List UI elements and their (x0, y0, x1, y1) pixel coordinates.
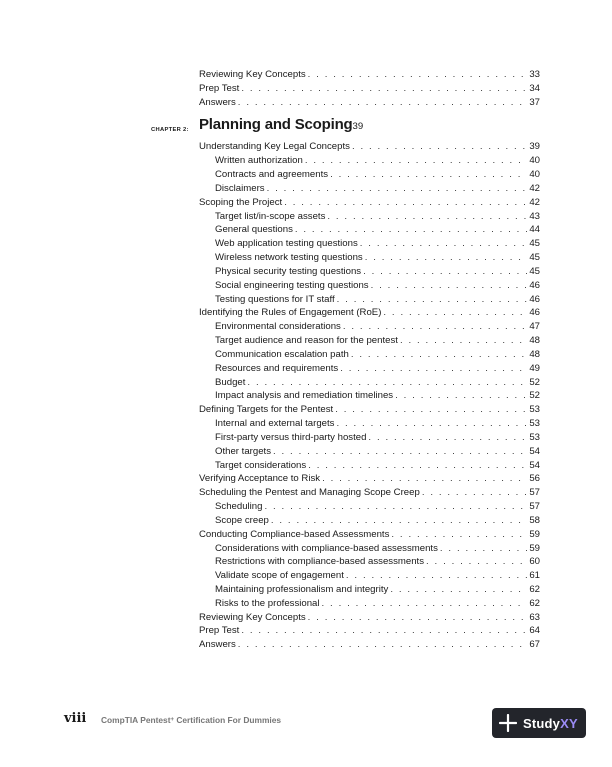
dot-leader (273, 445, 527, 459)
dot-leader (264, 500, 527, 514)
toc-entry-title: Other targets (215, 445, 271, 457)
toc-entry[interactable] (199, 389, 540, 403)
toc-entry-title: Target audience and reason for the pentest (215, 335, 398, 347)
toc-entry-title: First-party versus third-party hosted (215, 431, 367, 443)
toc-entry-page-number: 48 (529, 335, 540, 347)
toc-entry-page-number: 34 (529, 82, 540, 94)
plus-icon (499, 714, 517, 732)
toc-entry[interactable] (199, 597, 540, 611)
toc-entry-page-number: 37 (529, 96, 540, 108)
toc-entry-title: General questions (215, 224, 293, 236)
book-title-main: CompTIA Pentest (101, 715, 171, 725)
chapter-title[interactable]: Planning and Scoping (199, 116, 353, 134)
toc-entry-page-number: 64 (529, 625, 540, 637)
toc-entry[interactable] (199, 68, 540, 82)
dot-leader (371, 279, 528, 293)
dot-leader (336, 417, 527, 431)
toc-entry-page-number: 67 (529, 639, 540, 651)
toc-entry-title: Disclaimers (215, 182, 265, 194)
toc-entry-page-number: 53 (529, 418, 540, 430)
toc-entry-title: Contracts and agreements (215, 169, 329, 181)
dot-leader (360, 237, 528, 251)
toc-entry-title: Defining Targets for the Pentest (199, 404, 334, 416)
dot-leader (351, 348, 527, 362)
toc-entry[interactable] (199, 583, 540, 597)
toc-entry-page-number: 54 (529, 459, 540, 471)
toc-entry-page-number: 54 (529, 445, 540, 457)
toc-entry[interactable] (199, 210, 540, 224)
dot-leader (295, 223, 527, 237)
toc-entry-title: Risks to the professional (215, 597, 320, 609)
dot-leader (422, 486, 528, 500)
toc-entry-title: Identifying the Rules of Engagement (RoE) (199, 307, 382, 319)
dot-leader (238, 96, 528, 110)
dot-leader (383, 306, 527, 320)
toc-entry[interactable] (199, 569, 540, 583)
dot-leader (395, 389, 527, 403)
toc-entry-page-number: 59 (529, 528, 540, 540)
dot-leader (340, 362, 527, 376)
dot-leader (327, 210, 527, 224)
toc-entry-title: Restrictions with compliance-based assessments (215, 556, 425, 568)
toc-entry-title: Physical security testing questions (215, 265, 362, 277)
toc-entry-page-number: 45 (529, 265, 540, 277)
toc-entry-title: Scheduling the Pentest and Managing Scope Creep (199, 487, 420, 499)
dot-leader (365, 251, 528, 265)
toc-entry[interactable] (199, 403, 540, 417)
toc-entry-page-number: 63 (529, 611, 540, 623)
toc-entry[interactable] (199, 514, 540, 528)
toc-entry[interactable] (199, 542, 540, 556)
toc-entry[interactable] (199, 279, 540, 293)
brand-study: Study (523, 715, 561, 731)
chapter-heading[interactable] (151, 116, 540, 138)
toc-entry-page-number: 60 (529, 556, 540, 568)
dot-leader (343, 320, 527, 334)
brand-xy: XY (560, 715, 578, 731)
toc-entry-page-number: 42 (529, 182, 540, 194)
dot-leader (271, 514, 527, 528)
toc-entry-title: Considerations with compliance-based assessments (215, 542, 438, 554)
toc-entry-title: Social engineering testing questions (215, 279, 369, 291)
toc-entry-title: Internal and external targets (215, 418, 335, 430)
book-title-plus: + (170, 717, 175, 723)
dot-leader (308, 459, 527, 473)
dot-leader (308, 611, 528, 625)
toc-entry-title: Testing questions for IT staff (215, 293, 335, 305)
dot-leader (241, 624, 527, 638)
dot-leader (284, 196, 527, 210)
toc-entry[interactable] (199, 638, 540, 652)
toc-entry[interactable] (199, 334, 540, 348)
toc-entry-title: Environmental considerations (215, 321, 341, 333)
dot-leader (308, 68, 528, 82)
dot-leader (440, 542, 527, 556)
toc-entry-page-number: 57 (529, 487, 540, 499)
toc-entry-page-number: 46 (529, 279, 540, 291)
toc-entry-title: Target list/in-scope assets (215, 210, 326, 222)
dot-leader (390, 583, 527, 597)
studyxy-badge[interactable] (492, 708, 586, 738)
dot-leader (391, 528, 527, 542)
toc-entry[interactable] (199, 140, 540, 154)
toc-entry-page-number: 58 (529, 514, 540, 526)
toc-entry[interactable] (199, 362, 540, 376)
toc-entry[interactable] (199, 82, 540, 96)
toc-entry-title: Budget (215, 376, 246, 388)
toc-entry-title: Wireless network testing questions (215, 252, 363, 264)
toc-entry[interactable] (199, 251, 540, 265)
toc-entry-title: Communication escalation path (215, 348, 349, 360)
toc-entry[interactable] (199, 168, 540, 182)
dot-leader (352, 140, 527, 154)
toc-entry-title: Verifying Acceptance to Risk (199, 473, 321, 485)
toc-entry-title: Reviewing Key Concepts (199, 69, 306, 80)
book-title (101, 715, 281, 725)
toc-entry[interactable] (199, 376, 540, 390)
toc-entry[interactable] (199, 320, 540, 334)
toc-entry-title: Resources and requirements (215, 362, 339, 374)
dot-leader (305, 154, 528, 168)
book-title-rest: Certification For Dummies (174, 715, 282, 725)
dot-leader (322, 597, 528, 611)
toc-entry-title: Conducting Compliance-based Assessments (199, 528, 390, 540)
toc-entry-page-number: 48 (529, 348, 540, 360)
toc-entry-title: Impact analysis and remediation timelines (215, 390, 394, 402)
toc-entry-page-number: 40 (529, 169, 540, 181)
toc-entry[interactable] (199, 445, 540, 459)
toc-entry-page-number: 49 (529, 362, 540, 374)
toc-entry-title: Scope creep (215, 514, 269, 526)
toc-entry-page-number: 46 (529, 293, 540, 305)
toc-entry[interactable] (199, 472, 540, 486)
toc-entry[interactable] (199, 459, 540, 473)
toc-entry-title: Understanding Key Legal Concepts (199, 141, 350, 153)
toc-entries (199, 140, 540, 652)
toc-entry[interactable] (199, 265, 540, 279)
toc-entry[interactable] (199, 182, 540, 196)
toc-entry[interactable] (199, 96, 540, 110)
toc-entry-page-number: 45 (529, 238, 540, 250)
toc-entry-page-number: 62 (529, 583, 540, 595)
dot-leader (337, 293, 528, 307)
toc-entry[interactable] (199, 417, 540, 431)
toc-entry-page-number: 33 (529, 69, 540, 80)
studyxy-logo-text (523, 716, 578, 731)
toc-entry-page-number: 53 (529, 431, 540, 443)
toc-entry[interactable] (199, 528, 540, 542)
toc-entry-title: Scheduling (215, 501, 263, 513)
toc-entry[interactable] (199, 500, 540, 514)
dot-leader (330, 168, 527, 182)
toc-entry-page-number: 39 (529, 141, 540, 153)
page-footer (0, 708, 612, 748)
toc-entry[interactable] (199, 486, 540, 500)
toc-entry-page-number: 53 (529, 404, 540, 416)
dot-leader (363, 265, 527, 279)
toc-entry-page-number: 42 (529, 196, 540, 208)
dot-leader (322, 472, 527, 486)
dot-leader (267, 182, 528, 196)
toc-entry-page-number: 47 (529, 321, 540, 333)
toc-entry-title: Answers (199, 639, 236, 651)
toc-entry-title: Scoping the Project (199, 196, 283, 208)
chapter-label: CHAPTER 2: (151, 127, 189, 134)
toc-entry[interactable] (199, 154, 540, 168)
toc-entry-page-number: 52 (529, 376, 540, 388)
toc-entry-title: Target considerations (215, 459, 307, 471)
dot-leader (247, 376, 527, 390)
toc-entry[interactable] (199, 196, 540, 210)
toc-pre-entries (199, 68, 540, 109)
dot-leader (335, 403, 527, 417)
table-of-contents (151, 68, 540, 652)
dot-leader (400, 334, 527, 348)
toc-entry[interactable] (199, 611, 540, 625)
toc-entry[interactable] (199, 293, 540, 307)
toc-entry-page-number: 40 (529, 155, 540, 167)
toc-entry[interactable] (199, 555, 540, 569)
toc-entry[interactable] (199, 431, 540, 445)
page-folio: viii (64, 711, 87, 726)
toc-entry[interactable] (199, 624, 540, 638)
toc-entry-title: Maintaining professionalism and integrity (215, 583, 389, 595)
toc-entry-page-number: 52 (529, 390, 540, 402)
toc-entry-page-number: 62 (529, 597, 540, 609)
toc-entry[interactable] (199, 306, 540, 320)
toc-entry-page-number: 57 (529, 501, 540, 513)
toc-entry-page-number: 44 (529, 224, 540, 236)
chapter-page-number[interactable]: 39 (352, 121, 364, 133)
toc-entry-title: Validate scope of engagement (215, 570, 344, 582)
toc-entry-title: Web application testing questions (215, 238, 358, 250)
dot-leader (238, 638, 528, 652)
dot-leader (368, 431, 527, 445)
toc-entry-title: Reviewing Key Concepts (199, 611, 306, 623)
toc-entry-page-number: 45 (529, 252, 540, 264)
toc-entry-page-number: 61 (529, 570, 540, 582)
toc-entry-title: Written authorization (215, 155, 303, 167)
toc-entry[interactable] (199, 237, 540, 251)
dot-leader (346, 569, 527, 583)
dot-leader (426, 555, 527, 569)
toc-entry-title: Prep Test (199, 625, 240, 637)
toc-entry[interactable] (199, 223, 540, 237)
toc-entry-page-number: 59 (529, 542, 540, 554)
toc-entry-page-number: 43 (529, 210, 540, 222)
toc-entry-title: Prep Test (199, 82, 240, 94)
dot-leader (241, 82, 527, 96)
toc-entry-page-number: 46 (529, 307, 540, 319)
toc-entry-title: Answers (199, 96, 236, 108)
toc-entry-page-number: 56 (529, 473, 540, 485)
toc-entry[interactable] (199, 348, 540, 362)
